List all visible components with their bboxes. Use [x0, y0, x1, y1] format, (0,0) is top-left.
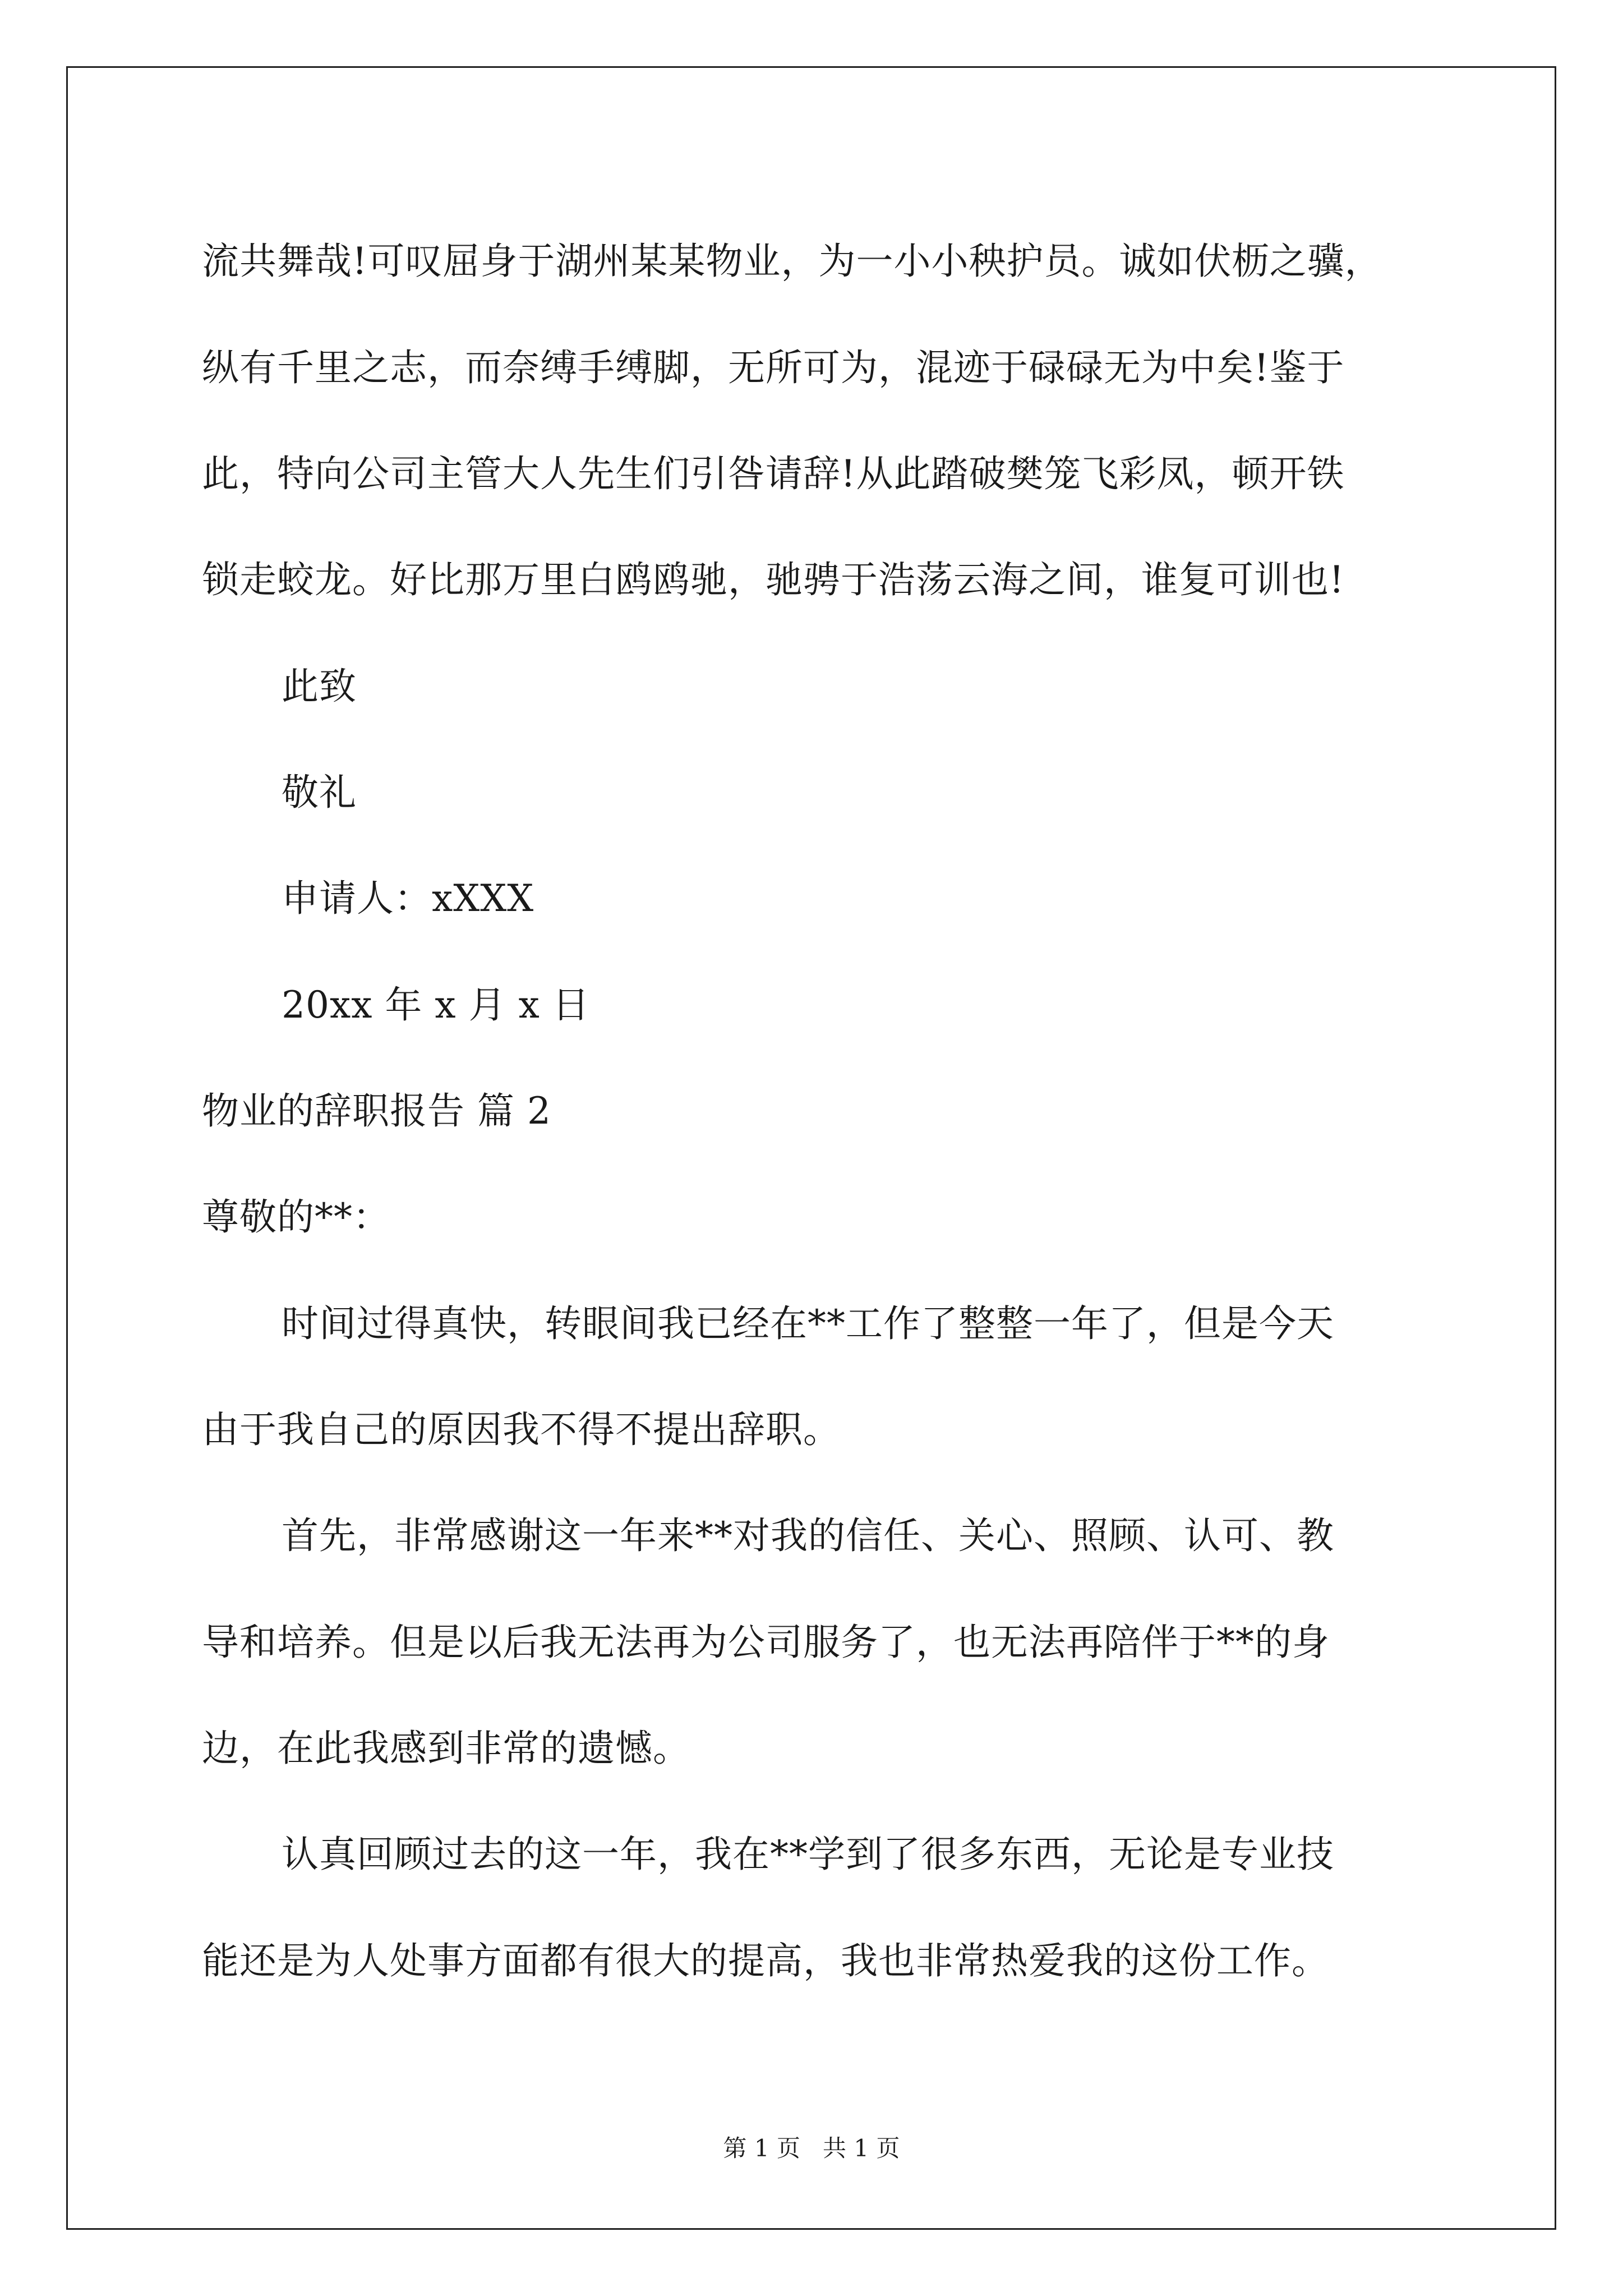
body-line: 流共舞哉!可叹屈身于湖州某某物业，为一小小秧护员。诚如伏枥之骥， — [202, 240, 1382, 283]
applicant-line: 申请人：xXXX — [282, 877, 534, 920]
body-line: 能还是为人处事方面都有很大的提高，我也非常热爱我的这份工作。 — [202, 1939, 1329, 1982]
greeting-line: 尊敬的**： — [202, 1195, 390, 1239]
page-footer: 第 1 页 共 1 页 — [723, 2134, 900, 2162]
body-line: 此，特向公司主管大人先生们引咎请辞!从此踏破樊笼飞彩凤，顿开铁 — [202, 452, 1345, 495]
body-line: 导和培养。但是以后我无法再为公司服务了，也无法再陪伴于**的身 — [202, 1621, 1330, 1664]
body-line: 锁走蛟龙。好比那万里白鸥鸥驰，驰骋于浩荡云海之间，谁复可训也! — [202, 558, 1345, 601]
section-heading: 物业的辞职报告 篇 2 — [202, 1089, 551, 1133]
date-line: 20xx 年 x 月 x 日 — [282, 983, 590, 1027]
body-line: 边，在此我感到非常的遗憾。 — [202, 1727, 690, 1770]
body-line: 时间过得真快，转眼间我已经在**工作了整整一年了，但是今天 — [282, 1302, 1334, 1345]
closing-regards: 敬礼 — [282, 771, 357, 814]
body-line: 首先，非常感谢这一年来**对我的信任、关心、照顾、认可、教 — [282, 1514, 1334, 1557]
body-line: 纵有千里之志，而奈缚手缚脚，无所可为，混迹于碌碌无为中矣!鉴于 — [202, 346, 1345, 389]
body-line: 认真回顾过去的这一年，我在**学到了很多东西，无论是专业技 — [282, 1833, 1334, 1876]
closing-salutation: 此致 — [282, 665, 357, 708]
page-border — [66, 66, 1556, 2230]
body-line: 由于我自己的原因我不得不提出辞职。 — [202, 1408, 841, 1451]
